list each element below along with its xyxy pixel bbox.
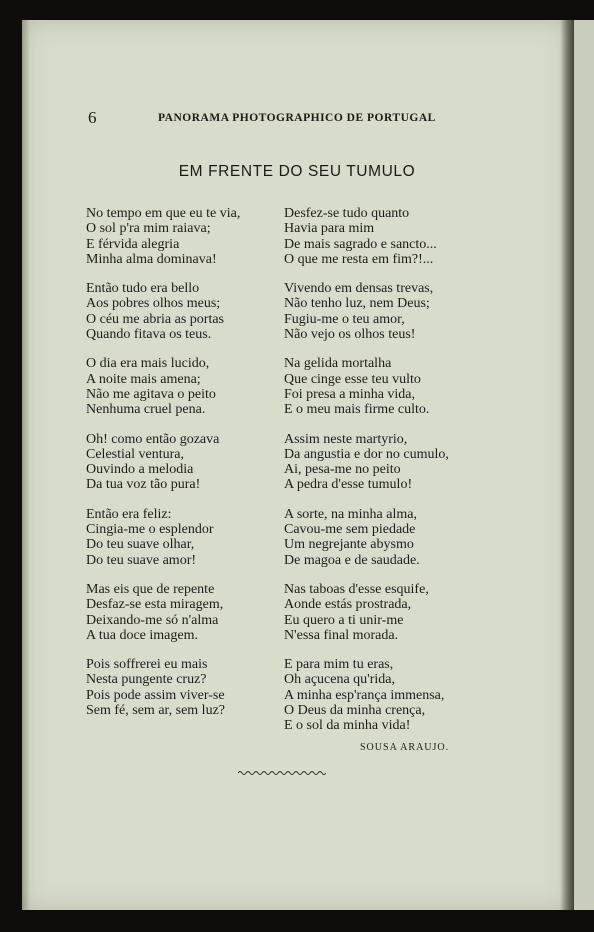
poem-line: Cavou-me sem piedade [284, 522, 416, 538]
poem-line: O Deus da minha crença, [284, 703, 426, 719]
poem-line: A noite mais amena; [86, 371, 201, 387]
page-left-shadow [22, 20, 30, 910]
stanza [86, 582, 276, 643]
poem-line: De mais sagrado e sancto... [284, 236, 437, 252]
poem-line: Deixando-me só n'alma [86, 612, 219, 628]
poem-line: Um negrejante abysmo [284, 537, 414, 553]
poem-line: Não vejo os olhos teus! [284, 327, 416, 343]
poem-line: Mas eis que de repente [86, 581, 215, 597]
stanza [86, 356, 276, 417]
poem-line: Quando fitava os teus. [86, 327, 212, 343]
stanza [284, 657, 484, 733]
wavy-ornament-divider [238, 770, 326, 776]
poem-line: Desfez-se tudo quanto [284, 206, 410, 221]
stanza [284, 356, 484, 417]
poem-line: Na gelida mortalha [284, 356, 392, 372]
poem-line: Nas taboas d'esse esquife, [284, 581, 429, 597]
poem-line: Minha alma dominava! [86, 251, 217, 267]
poem-line: A pedra d'esse tumulo! [284, 477, 413, 493]
poem-line: O céu me abria as portas [86, 311, 224, 327]
poem-line: Sem fé, sem ar, sem luz? [86, 703, 226, 719]
poem-line: N'essa final morada. [284, 627, 399, 643]
poem-line: Do teu suave olhar, [86, 537, 195, 553]
poem-line: A sorte, na minha alma, [284, 506, 417, 522]
poem-line: Pois soffrerei eu mais [86, 657, 208, 673]
poem-line: Nesta pungente cruz? [86, 672, 207, 688]
poem-line: Ai, pesa-me no peito [284, 462, 401, 478]
page-header [0, 108, 594, 128]
stanza [284, 432, 484, 493]
poem-line: O dia era mais lucido, [86, 356, 210, 372]
poem-line: Aos pobres olhos meus; [86, 296, 221, 312]
running-head: PANORAMA PHOTOGRAPHICO DE PORTUGAL [158, 112, 436, 124]
poem-line: Assim neste martyrio, [284, 431, 408, 447]
poem-line: Que cinge esse teu vulto [284, 371, 421, 387]
poem-line: O que me resta em fim?!... [284, 251, 434, 267]
poem-line: A minha esp'rança immensa, [284, 687, 445, 703]
poem-line: E o meu mais firme culto. [284, 402, 430, 418]
poem-line: Aonde estás prostrada, [284, 597, 412, 613]
poem-line: Não me agitava o peito [86, 386, 216, 402]
poem-line: De magoa e de saudade. [284, 552, 420, 568]
poem-line: Nenhuma cruel pena. [86, 402, 206, 418]
page-number: 6 [88, 108, 97, 127]
poem-line: Cingia-me o esplendor [86, 522, 214, 538]
poem-line: Havia para mim [284, 221, 375, 237]
poem-line: Eu quero a ti unir-me [284, 612, 404, 628]
poem-line: Pois pode assim viver-se [86, 687, 225, 703]
stanza [284, 206, 484, 267]
poem-line: E férvida alegria [86, 236, 180, 252]
poem-line: A tua doce imagem. [86, 627, 198, 643]
poem-line: Oh açucena qu'rida, [284, 672, 395, 688]
poem-line: No tempo em que eu te via, [86, 206, 241, 221]
poem-right-column [284, 206, 484, 734]
poem-line: Desfaz-se esta miragem, [86, 597, 224, 613]
poem-line: Vivendo em densas trevas, [284, 281, 434, 297]
poem-line: E para mim tu eras, [284, 657, 394, 673]
stanza [86, 657, 276, 718]
stanza [86, 507, 276, 568]
poem-line: Não tenho luz, nem Deus; [284, 296, 430, 312]
poem-line: Então tudo era bello [86, 281, 200, 297]
poem-title: EM FRENTE DO SEU TUMULO [178, 163, 416, 180]
poem-line: Fugiu-me o teu amor, [284, 311, 405, 327]
poem-line: Da tua voz tão pura! [86, 477, 201, 493]
poem-line: Foi presa a minha vida, [284, 386, 416, 402]
poem-line: Oh! como então gozava [86, 431, 220, 447]
stanza [86, 206, 276, 267]
poem-left-column [86, 206, 276, 718]
poem-line: Então era feliz: [86, 506, 172, 522]
stanza [284, 507, 484, 568]
book-gutter [560, 20, 574, 910]
poem-line: Ouvindo a melodia [86, 462, 194, 478]
poem-line: Do teu suave amor! [86, 552, 197, 568]
stanza [284, 281, 484, 342]
poem-line: Celestial ventura, [86, 446, 184, 462]
poem-line: O sol p'ra mim raiava; [86, 221, 211, 237]
stanza [284, 582, 484, 643]
stanza [86, 281, 276, 342]
poem-line: Da angustia e dor no cumulo, [284, 446, 449, 462]
author-signature: SOUSA ARAUJO. [360, 742, 450, 753]
stanza [86, 432, 276, 493]
poem-line: E o sol da minha vida! [284, 718, 411, 734]
